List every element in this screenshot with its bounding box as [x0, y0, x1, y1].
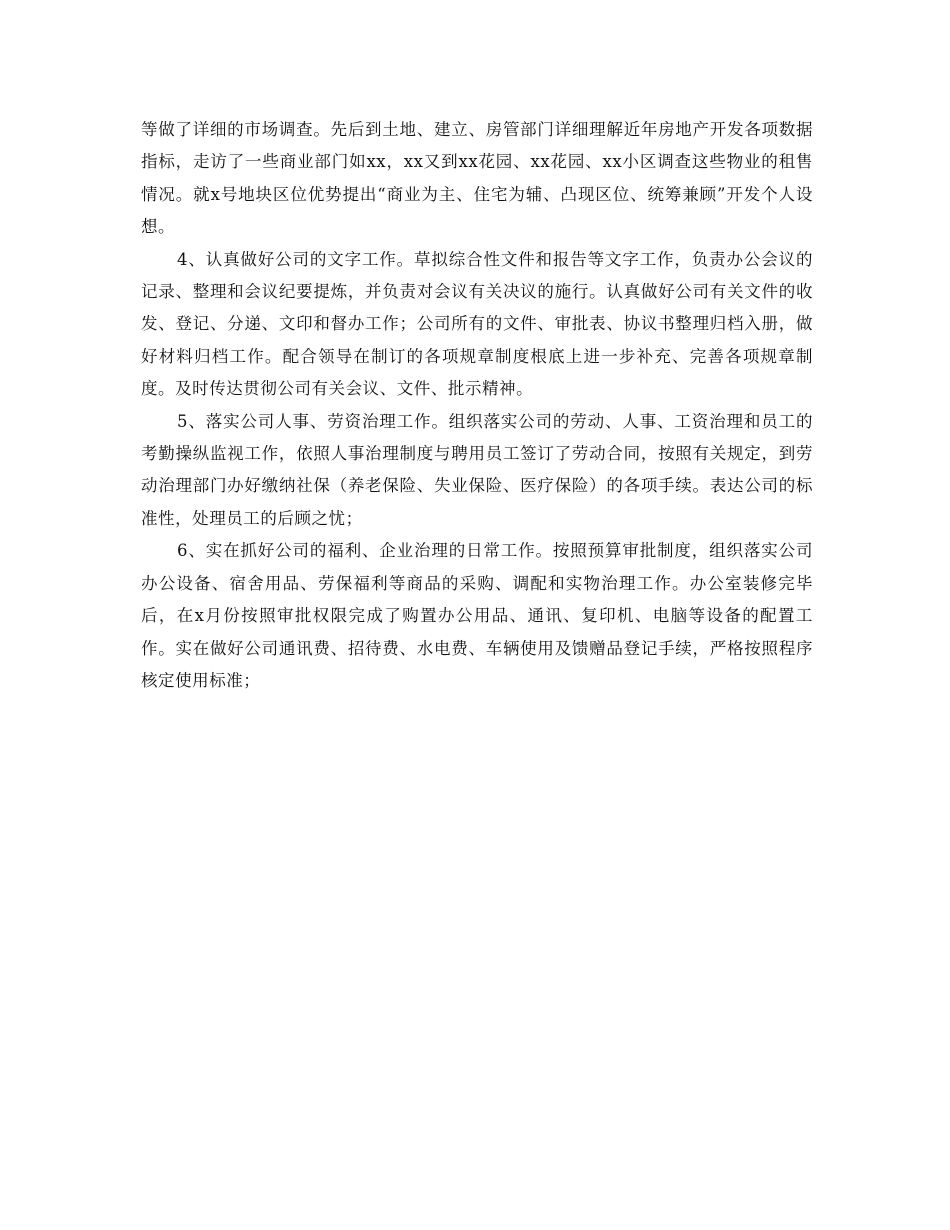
document-body: [141, 114, 813, 697]
paragraph-item-4-writing-work: 4、认真做好公司的文字工作。草拟综合性文件和报告等文字工作，负责办公会议的记录、整理和会议纪要提炼，并负责对会议有关决议的施行。认真做好公司有关文件的收发、登记、分递、文印和督办工作；公司所有的文件、审批表、协议书整理归档入册，做好材料归档工作。配合领导在制订的各项规章制度根底上进一步补充、完善各项规章制度。及时传达贯彻公司有关会议、文件、批示精神。: [141, 249, 813, 399]
paragraph-item-6-welfare-work: 6、实在抓好公司的福利、企业治理的日常工作。按照预算审批制度，组织落实公司办公设备、宿舍用品、劳保福利等商品的采购、调配和实物治理工作。办公室装修完毕后，在x月份按照审批权限完成了购置办公用品、通讯、复印机、电脑等设备的配置工作。实在做好公司通讯费、招待费、水电费、车辆使用及馈赠品登记手续，严格按照程序核定使用标准；: [141, 541, 813, 690]
paragraph-market-survey: 等做了详细的市场调查。先后到土地、建立、房管部门详细理解近年房地产开发各项数据指标，走访了一些商业部门如xx，xx又到xx花园、xx花园、xx小区调查这些物业的租售情况。就x号地块区位优势提出“商业为主、住宅为辅、凸现区位、统筹兼顾”开发个人设想。: [141, 120, 813, 237]
paragraph-item-5-personnel-work: 5、落实公司人事、劳资治理工作。组织落实公司的劳动、人事、工资治理和员工的考勤操纵监视工作，依照人事治理制度与聘用员工签订了劳动合同，按照有关规定，到劳动治理部门办好缴纳社保（养老保险、失业保险、医疗保险）的各项手续。表达公司的标准性，处理员工的后顾之忧；: [141, 411, 813, 528]
